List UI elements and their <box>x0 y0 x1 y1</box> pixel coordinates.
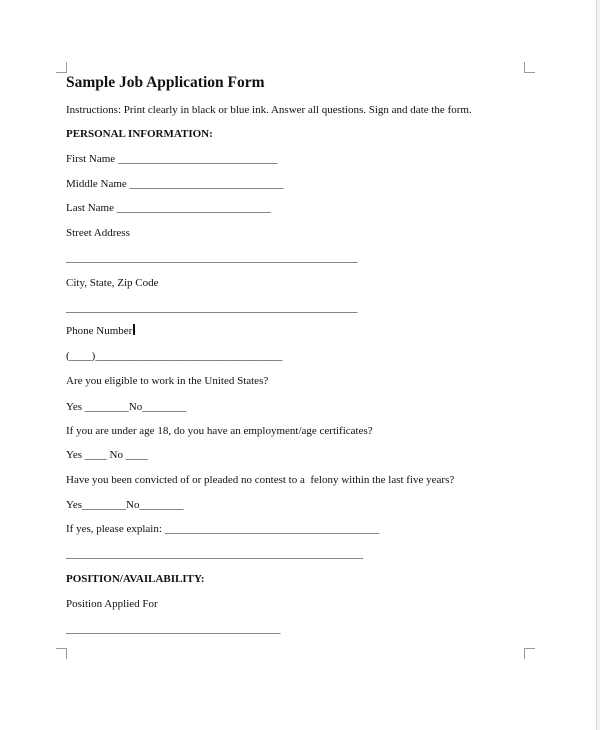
middle-name-field[interactable]: Middle Name ____________________________ <box>66 178 284 190</box>
convicted-answer-field[interactable]: Yes________No________ <box>66 499 184 511</box>
eligible-question: Are you eligible to work in the United States? <box>66 375 269 387</box>
explain-field[interactable]: If yes, please explain: _______________________________________ <box>66 523 380 535</box>
street-address-label: Street Address <box>66 227 130 239</box>
position-availability-heading: POSITION/AVAILABILITY: <box>66 573 205 585</box>
city-state-zip-label: City, State, Zip Code <box>66 277 159 289</box>
personal-info-heading: PERSONAL INFORMATION: <box>66 128 213 140</box>
phone-number-label-text: Phone Number <box>66 325 133 337</box>
street-address-field[interactable]: _____________________________________________________ <box>66 252 358 264</box>
underage-question: If you are under age 18, do you have an employment/age certificates? <box>66 425 373 437</box>
first-name-field[interactable]: First Name _____________________________ <box>66 153 278 165</box>
crop-mark-bottom-right <box>524 648 535 659</box>
crop-mark-bottom-left <box>56 648 67 659</box>
convicted-question: Have you been convicted of or pleaded no contest to a felony within the last five years? <box>66 474 455 486</box>
instructions-text: Instructions: Print clearly in black or blue ink. Answer all questions. Sign and date the form. <box>66 104 472 116</box>
explain-field-continued[interactable]: ______________________________________________________ <box>66 548 363 560</box>
underage-answer-field[interactable]: Yes ____ No ____ <box>66 449 148 461</box>
phone-number-label <box>66 324 135 338</box>
last-name-field[interactable]: Last Name ____________________________ <box>66 202 271 214</box>
crop-mark-top-left <box>56 62 67 73</box>
form-title: Sample Job Application Form <box>66 74 265 91</box>
eligible-answer-field[interactable]: Yes ________No________ <box>66 401 187 413</box>
crop-mark-top-right <box>524 62 535 73</box>
city-state-zip-field[interactable]: _____________________________________________________ <box>66 302 358 314</box>
position-applied-field[interactable]: _______________________________________ <box>66 623 281 635</box>
text-cursor <box>133 324 135 335</box>
phone-number-field[interactable]: (____)__________________________________ <box>66 350 283 362</box>
position-applied-label: Position Applied For <box>66 598 158 610</box>
